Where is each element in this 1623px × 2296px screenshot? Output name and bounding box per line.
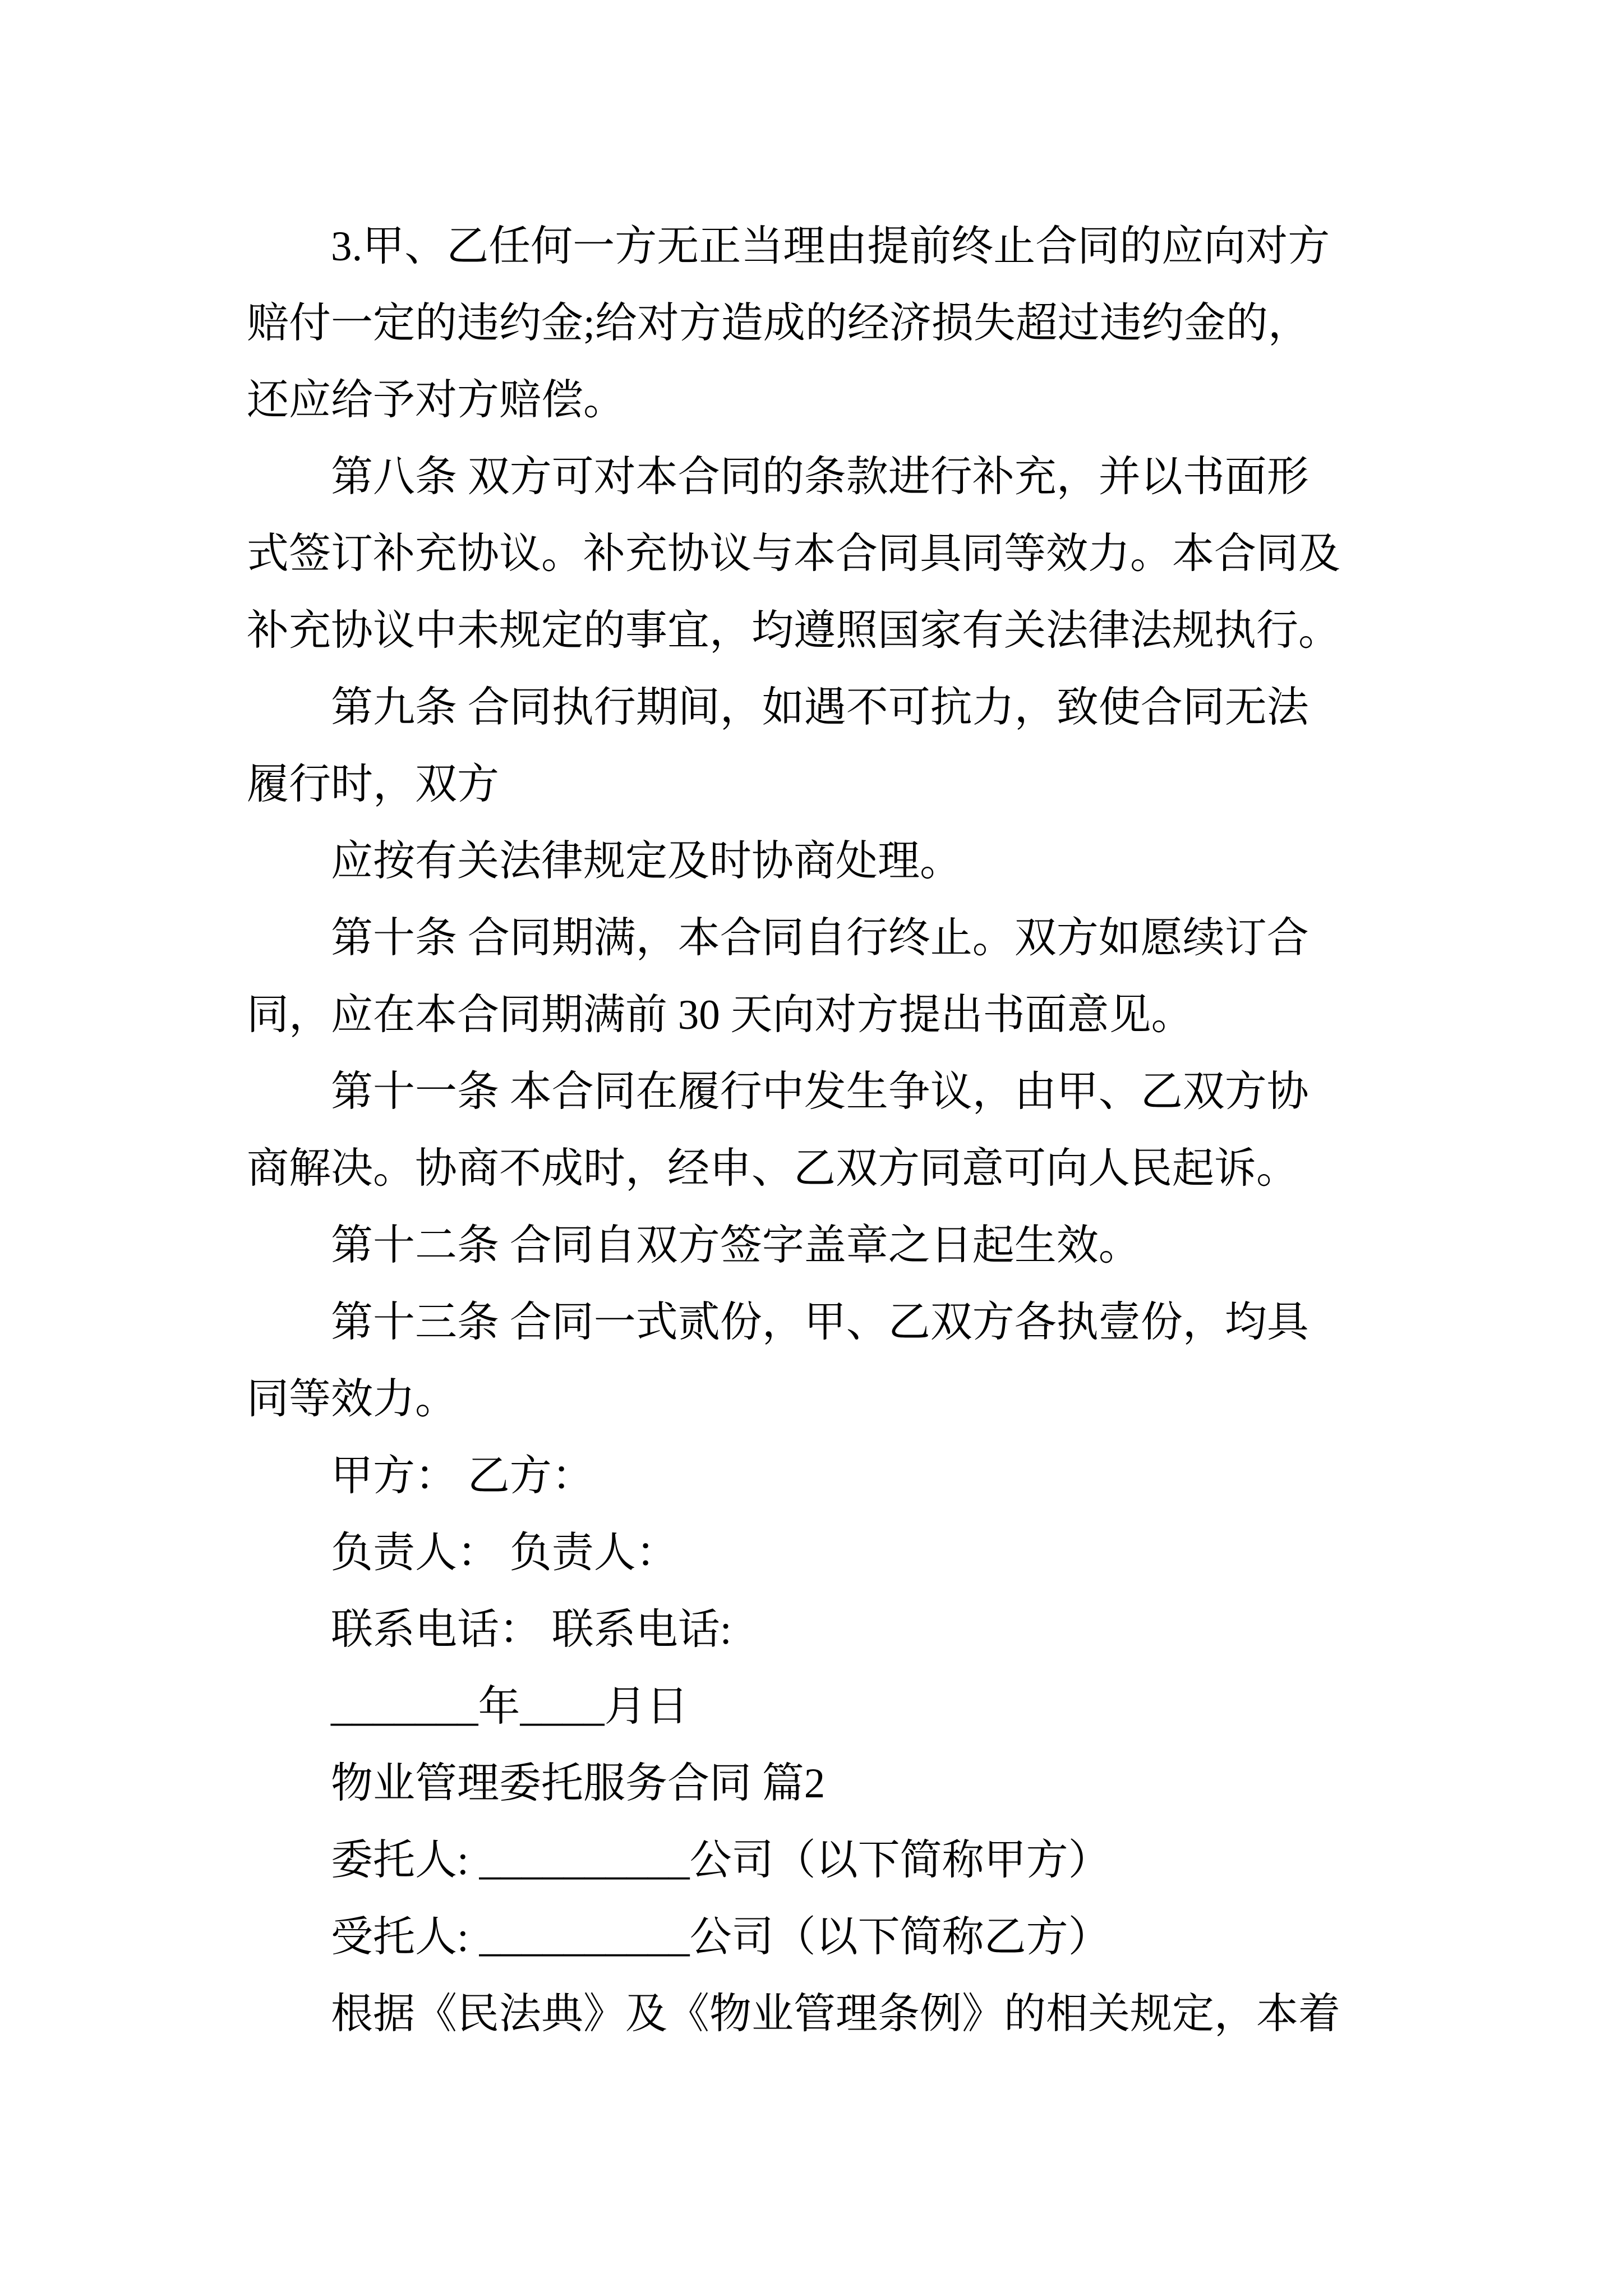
- entrusting-party-line: 委托人: __________公司（以下简称甲方）: [331, 1837, 1110, 1884]
- text-line: 第十三条 合同一式贰份，甲、乙双方各执壹份，均具: [331, 1299, 1309, 1346]
- text-line: 第九条 合同执行期间，如遇不可抗力，致使合同无法: [331, 684, 1309, 731]
- text-line: 同，应在本合同期满前 30 天向对方提出书面意见。: [247, 992, 1193, 1038]
- text-line: 同等效力。: [247, 1376, 458, 1423]
- text-line: 3.甲、乙任何一方无正当理由提前终止合同的应向对方: [331, 223, 1330, 270]
- text-line: 第八条 双方可对本合同的条款进行补充，并以书面形: [331, 454, 1309, 500]
- responsible-person-line: 负责人： 负责人：: [331, 1530, 678, 1576]
- date-blank-line: _______年____月日: [331, 1683, 689, 1730]
- text-line: 商解决。协商不成时，经申、乙双方同意可向人民起诉。: [247, 1145, 1299, 1192]
- text-line: 履行时，双方: [247, 761, 500, 808]
- text-line: 第十二条 合同自双方签字盖章之日起生效。: [331, 1222, 1141, 1269]
- text-line: 补充协议中未规定的事宜，均遵照国家有关法律法规执行。: [247, 608, 1341, 654]
- text-line: 根据《民法典》及《物业管理条例》的相关规定，本着: [331, 1991, 1341, 2037]
- text-line: 第十条 合同期满，本合同自行终止。双方如愿续订合: [331, 915, 1309, 961]
- text-line: 赔付一定的违约金;给对方造成的经济损失超过违约金的，: [247, 300, 1310, 347]
- entrusted-party-line: 受托人: __________公司（以下简称乙方）: [331, 1914, 1110, 1961]
- text-line: 式签订补充协议。补充协议与本合同具同等效力。本合同及: [247, 531, 1341, 577]
- contact-phone-line: 联系电话： 联系电话:: [331, 1607, 732, 1653]
- party-signature-line: 甲方： 乙方：: [331, 1453, 594, 1499]
- text-line: 还应给予对方赔偿。: [247, 377, 626, 424]
- text-line: 应按有关法律规定及时协商处理。: [331, 838, 962, 885]
- contract-text-block: [247, 208, 1413, 2053]
- text-line: 第十一条 本合同在履行中发生争议，由甲、乙双方协: [331, 1069, 1309, 1115]
- section-title: 物业管理委托服务合同 篇2: [331, 1760, 826, 1807]
